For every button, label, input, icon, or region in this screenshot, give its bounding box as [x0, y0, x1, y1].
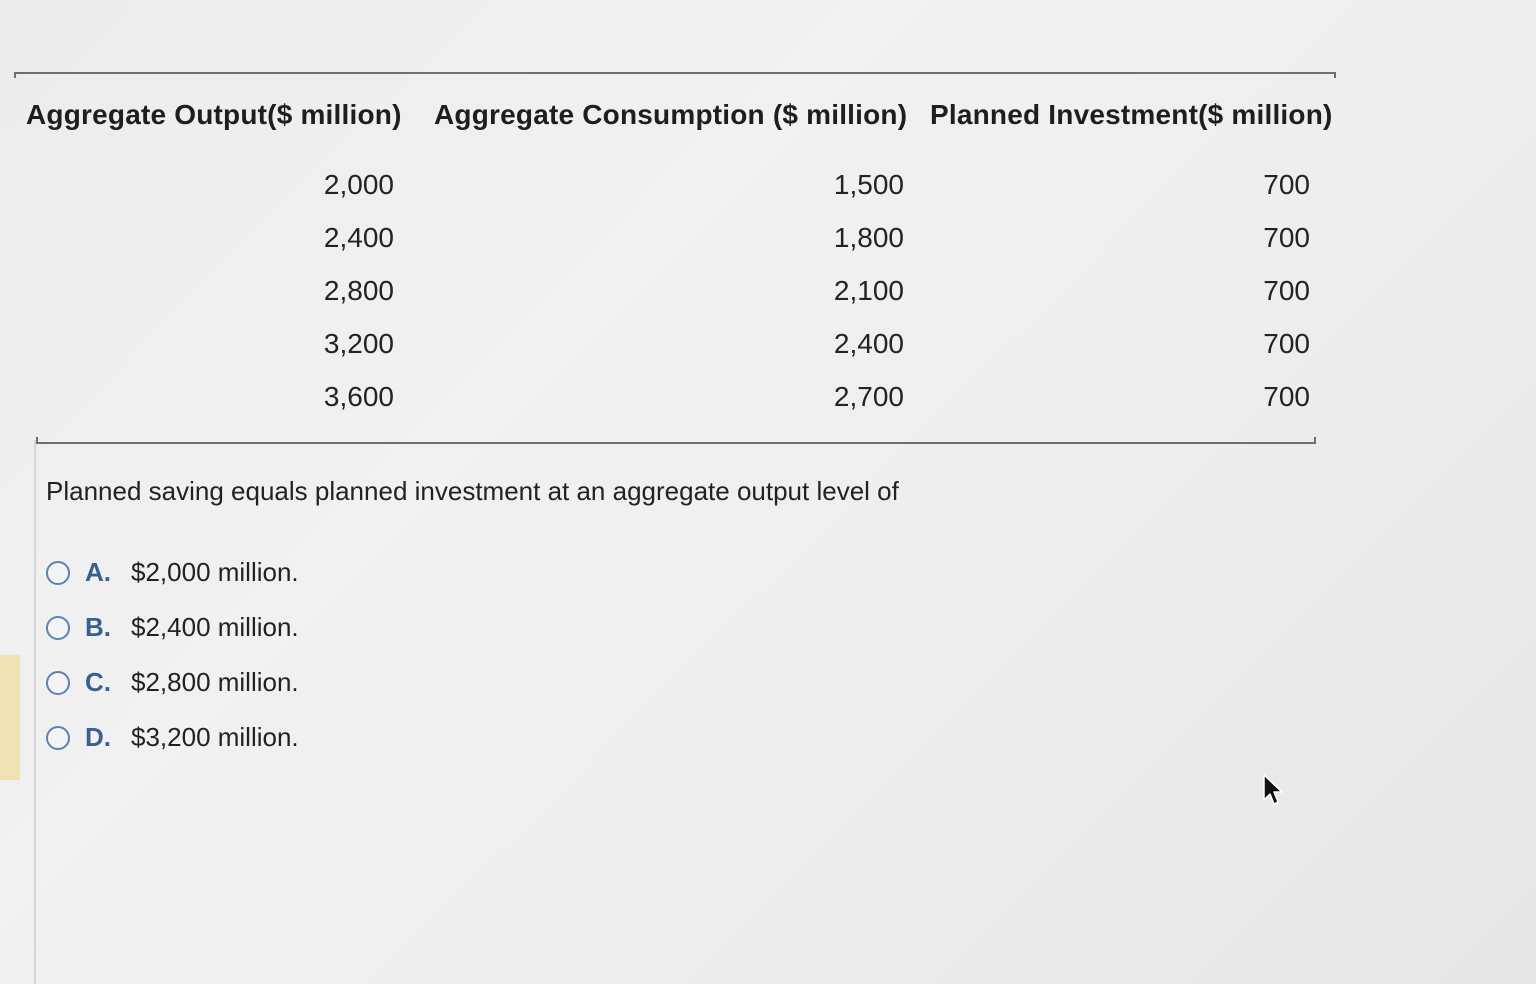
option-letter: B. — [85, 612, 111, 642]
table-bottom-rule — [36, 442, 1316, 444]
radio-button-b[interactable] — [46, 616, 70, 640]
header-aggregate-consumption: Aggregate Consumption ($ million) — [434, 99, 908, 130]
table-cell: 2,400 — [833, 328, 904, 359]
answer-options — [46, 545, 299, 765]
option-label: $2,000 million. — [131, 557, 299, 587]
table-cell: 700 — [1263, 222, 1310, 253]
option-label: $2,400 million. — [131, 612, 299, 642]
table-cell: 700 — [1263, 275, 1310, 306]
page-edge-divider — [34, 440, 36, 984]
table-cell: 2,100 — [833, 275, 904, 306]
table-cell: 1,800 — [833, 222, 904, 253]
table-top-rule-tick — [1334, 72, 1336, 78]
radio-button-d[interactable] — [46, 726, 70, 750]
left-accent-strip — [0, 655, 20, 780]
table-cell: 700 — [1263, 169, 1310, 200]
radio-button-c[interactable] — [46, 671, 70, 695]
header-aggregate-output: Aggregate Output($ million) — [26, 99, 402, 130]
column-planned-investment — [1214, 167, 1310, 432]
option-label: $2,800 million. — [131, 667, 299, 697]
option-letter: C. — [85, 667, 111, 697]
data-table — [14, 72, 1336, 444]
option-d[interactable] — [46, 710, 299, 765]
table-cell: 700 — [1263, 328, 1310, 359]
table-cell: 3,200 — [323, 328, 394, 359]
table-cell: 2,000 — [323, 169, 394, 200]
table-cell: 1,500 — [833, 169, 904, 200]
option-a[interactable] — [46, 545, 299, 600]
table-top-rule — [14, 72, 1336, 74]
option-b[interactable] — [46, 600, 299, 655]
table-cell: 700 — [1263, 381, 1310, 412]
option-letter: D. — [85, 722, 111, 752]
option-letter: A. — [85, 557, 111, 587]
table-bottom-rule-tick — [1314, 437, 1316, 443]
radio-button-a[interactable] — [46, 561, 70, 585]
table-cell: 2,400 — [323, 222, 394, 253]
table-cell: 2,700 — [833, 381, 904, 412]
option-label: $3,200 million. — [131, 722, 299, 752]
question-text: Planned saving equals planned investment at an aggregate output level of — [46, 476, 899, 506]
table-cell: 2,800 — [323, 275, 394, 306]
header-planned-investment: Planned Investment($ million) — [930, 99, 1333, 130]
table-top-rule-tick — [14, 72, 16, 78]
table-cell: 3,600 — [323, 381, 394, 412]
table-bottom-rule-tick — [36, 437, 38, 443]
option-c[interactable] — [46, 655, 299, 710]
mouse-pointer-icon — [1262, 774, 1284, 808]
column-aggregate-consumption — [804, 167, 904, 432]
column-aggregate-output — [294, 167, 394, 432]
